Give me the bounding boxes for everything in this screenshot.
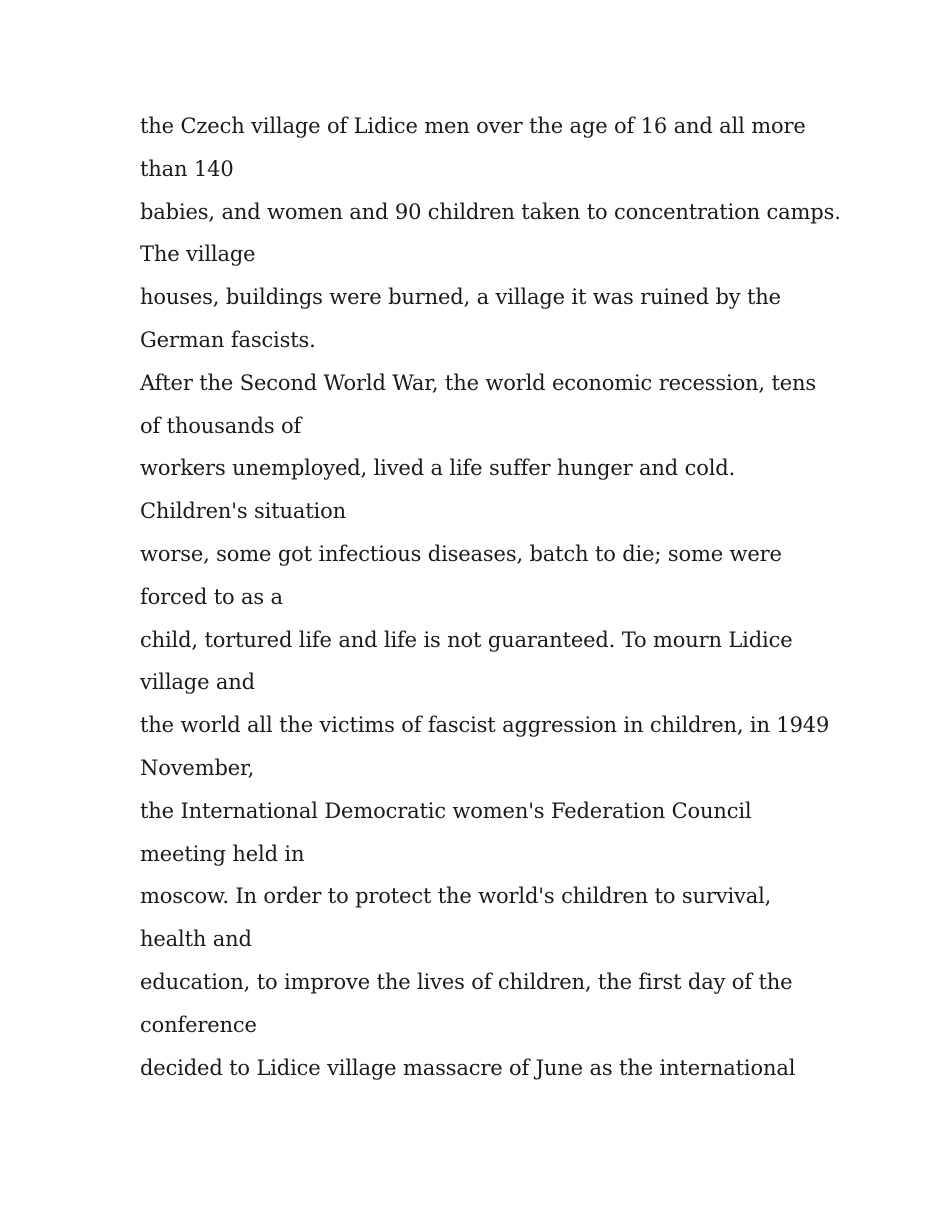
text-line: Children's situation: [140, 499, 346, 524]
text-line: houses, buildings were burned, a village it was ruined by the: [140, 285, 781, 310]
text-line: the International Democratic women's Federation Council: [140, 798, 752, 823]
text-line: the world all the victims of fascist aggression in children, in 1949: [140, 713, 830, 738]
text-line: conference: [140, 1012, 257, 1037]
text-line: The village: [140, 242, 256, 267]
text-line: the Czech village of Lidice men over the age of 16 and all more: [140, 114, 806, 138]
text-line: forced to as a: [140, 584, 283, 609]
document-body: [140, 105, 841, 1089]
text-line: child, tortured life and life is not guaranteed. To mourn Lidice: [140, 627, 793, 652]
text-line: than 140: [140, 156, 234, 181]
text-line: moscow. In order to protect the world's children to survival,: [140, 884, 772, 909]
text-line: meeting held in: [140, 841, 305, 866]
text-line: education, to improve the lives of children, the first day of the: [140, 969, 793, 994]
text-line: worse, some got infectious diseases, batch to die; some were: [140, 541, 782, 566]
text-line: After the Second World War, the world economic recession, tens: [140, 370, 817, 395]
text-line: workers unemployed, lived a life suffer hunger and cold.: [140, 456, 736, 481]
text-line: village and: [140, 670, 255, 695]
text-line: November,: [140, 755, 255, 780]
text-line: decided to Lidice village massacre of June as the international: [140, 1055, 796, 1080]
text-line: German fascists.: [140, 327, 316, 352]
text-line: of thousands of: [140, 413, 302, 438]
text-line: babies, and women and 90 children taken to concentration camps.: [140, 199, 841, 224]
text-line: health and: [140, 927, 252, 952]
